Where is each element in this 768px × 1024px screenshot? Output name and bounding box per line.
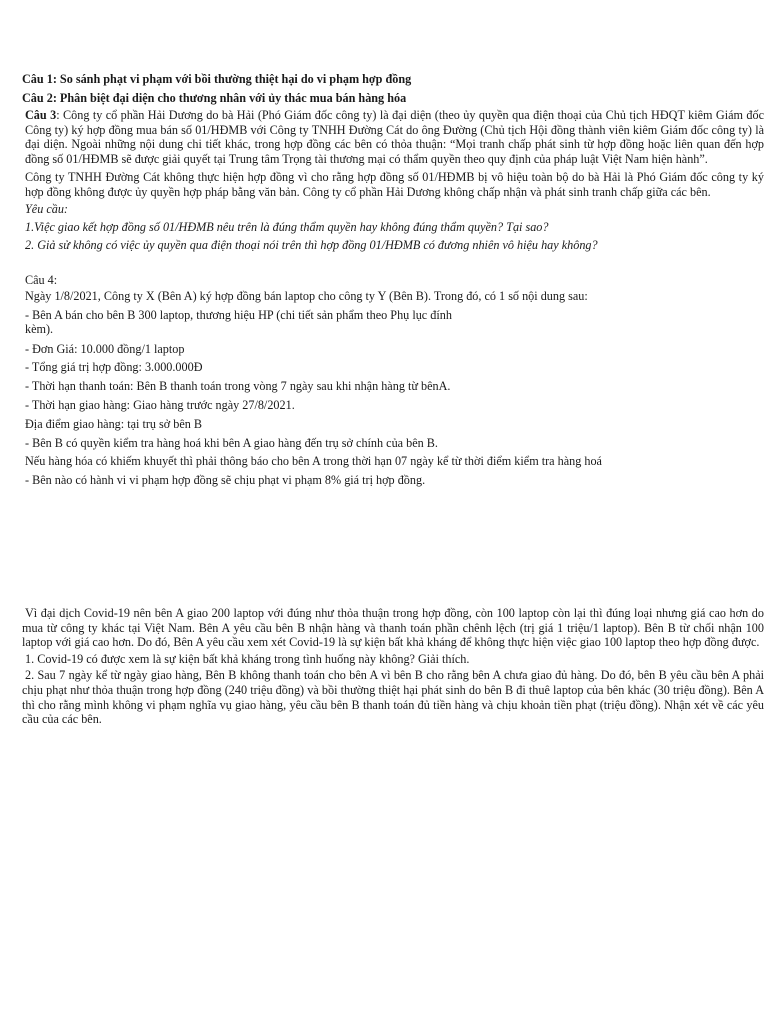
question-4-intro: Ngày 1/8/2021, Công ty X (Bên A) ký hợp đồng bán laptop cho công ty Y (Bên B). Trong đó, có 1 số nội dung sau:: [25, 288, 588, 303]
question-4-item-6: Địa điểm giao hàng: tại trụ sở bên B: [25, 416, 203, 431]
document-page: [22, 70, 764, 727]
question-3-paragraph-2: Công ty TNHH Đường Cát không thực hiện hợp đồng vì cho rằng hợp đồng số 01/HĐMB bị vô hiệu toàn bộ do bà Hải là Phó Giám đốc công ty ký hợp đồng không được ủy quyền hợp pháp bằng văn bản. Công ty cổ phần Hải Dương không chấp nhận và phát sinh tranh chấp giữa các bên.: [25, 170, 764, 199]
question-3-text: : Công ty cổ phần Hải Dương do bà Hải (Phó Giám đốc công ty) là đại diện (theo ủy quyền qua điện thoại của Chủ tịch HĐQT kiêm Giám đốc Công ty) ký hợp đồng mua bán số 01/HĐMB với Công ty TNHH Đường Cát do ông Đường (Chủ tịch Hội đồng thành viên kiêm Giám đốc công ty) là đại diện. Ngoài những nội dung chi tiết khác, trong hợp đồng các bên có thỏa thuận: “Mọi tranh chấp phát sinh từ hợp đồng hoặc liên quan đến hợp đồng số 01/HĐMB sẽ được giải quyết tại Trung tâm Trọng tài thương mại có thẩm quyền theo quy định của pháp luật Việt Nam hiện hành”.: [25, 108, 764, 166]
question-4-ask-2: 2. Sau 7 ngày kể từ ngày giao hàng, Bên B không thanh toán cho bên A vì bên B cho rằng bên A chưa giao đủ hàng. Do đó, bên B yêu cầu bên A phải chịu phạt như thỏa thuận trong hợp đồng (240 triệu đồng) và bồi thường thiệt hại phát sinh do bên B đi thuê laptop của bên khác (30 triệu đồng). Bên A thì cho rằng mình không vi phạm nghĩa vụ giao hàng, yêu cầu bên B thanh toán đủ tiền hàng và chịu khoản tiền phạt (triệu đồng). Nhận xét về các yêu cầu của các bên.: [22, 668, 764, 727]
question-3-label: Câu 3: [25, 108, 57, 122]
question-2-heading: Câu 2: Phân biệt đại diện cho thương nhân với ủy thác mua bán hàng hóa: [22, 91, 407, 105]
blank-space: [22, 490, 764, 606]
question-3-paragraph-1: [22, 108, 764, 166]
question-1-heading: Câu 1: So sánh phạt vi phạm với bồi thường thiệt hại do vi phạm hợp đồng: [22, 72, 412, 86]
question-4-item-8: Nếu hàng hóa có khiếm khuyết thì phải thông báo cho bên A trong thời hạn 07 ngày kể từ thời điểm kiểm tra hàng hoá: [25, 454, 602, 469]
question-4-ask-1: 1. Covid-19 có được xem là sự kiện bất khả kháng trong tình huống này không? Giải thích.: [25, 651, 470, 666]
question-4-item-2: - Đơn Giá: 10.000 đồng/1 laptop: [25, 341, 185, 356]
question-4-item-7: - Bên B có quyền kiểm tra hàng hoá khi bên A giao hàng đến trụ sở chính của bên B.: [25, 435, 438, 450]
question-3-requirement-2: 2. Giả sử không có việc ủy quyền qua điện thoại nói trên thì hợp đồng 01/HĐMB có đương nhiên vô hiệu hay không?: [25, 238, 598, 253]
question-4-item-5: - Thời hạn giao hàng: Giao hàng trước ngày 27/8/2021.: [25, 397, 295, 412]
question-4-facts: Vì đại dịch Covid-19 nên bên A giao 200 laptop với đúng như thỏa thuận trong hợp đồng, còn 100 laptop còn lại thì đúng loại nhưng giá cao hơn do mua từ công ty khác tại Việt Nam. Bên A yêu cầu bên B nhận hàng và thanh toán phần chênh lệch (trị giá 1 triệu/1 laptop). Bên B từ chối nhận 100 laptop với giá cao hơn. Do đó, Bên A yêu cầu xem xét Covid-19 là sự kiện bất khả kháng để không thực hiện việc giao 100 laptop theo hợp đồng được.: [22, 605, 764, 650]
question-4-title: Câu 4:: [25, 272, 58, 287]
question-4-item-4: - Thời hạn thanh toán: Bên B thanh toán trong vòng 7 ngày sau khi nhận hàng từ bênA.: [25, 379, 451, 394]
question-4-item-1: - Bên A bán cho bên B 300 laptop, thương hiệu HP (chi tiết sản phẩm theo Phụ lục đính kèm).: [25, 307, 452, 337]
question-4-item-9: - Bên nào có hành vi vi phạm hợp đồng sẽ chịu phạt vi phạm 8% giá trị hợp đồng.: [25, 473, 426, 488]
question-4-item-3: - Tổng giá trị hợp đồng: 3.000.000Đ: [25, 360, 203, 375]
question-3-requirement-label: Yêu cầu:: [25, 201, 68, 216]
question-3-requirement-1: 1.Việc giao kết hợp đồng số 01/HĐMB nêu trên là đúng thẩm quyền hay không đúng thẩm quyền? Tại sao?: [25, 219, 549, 234]
